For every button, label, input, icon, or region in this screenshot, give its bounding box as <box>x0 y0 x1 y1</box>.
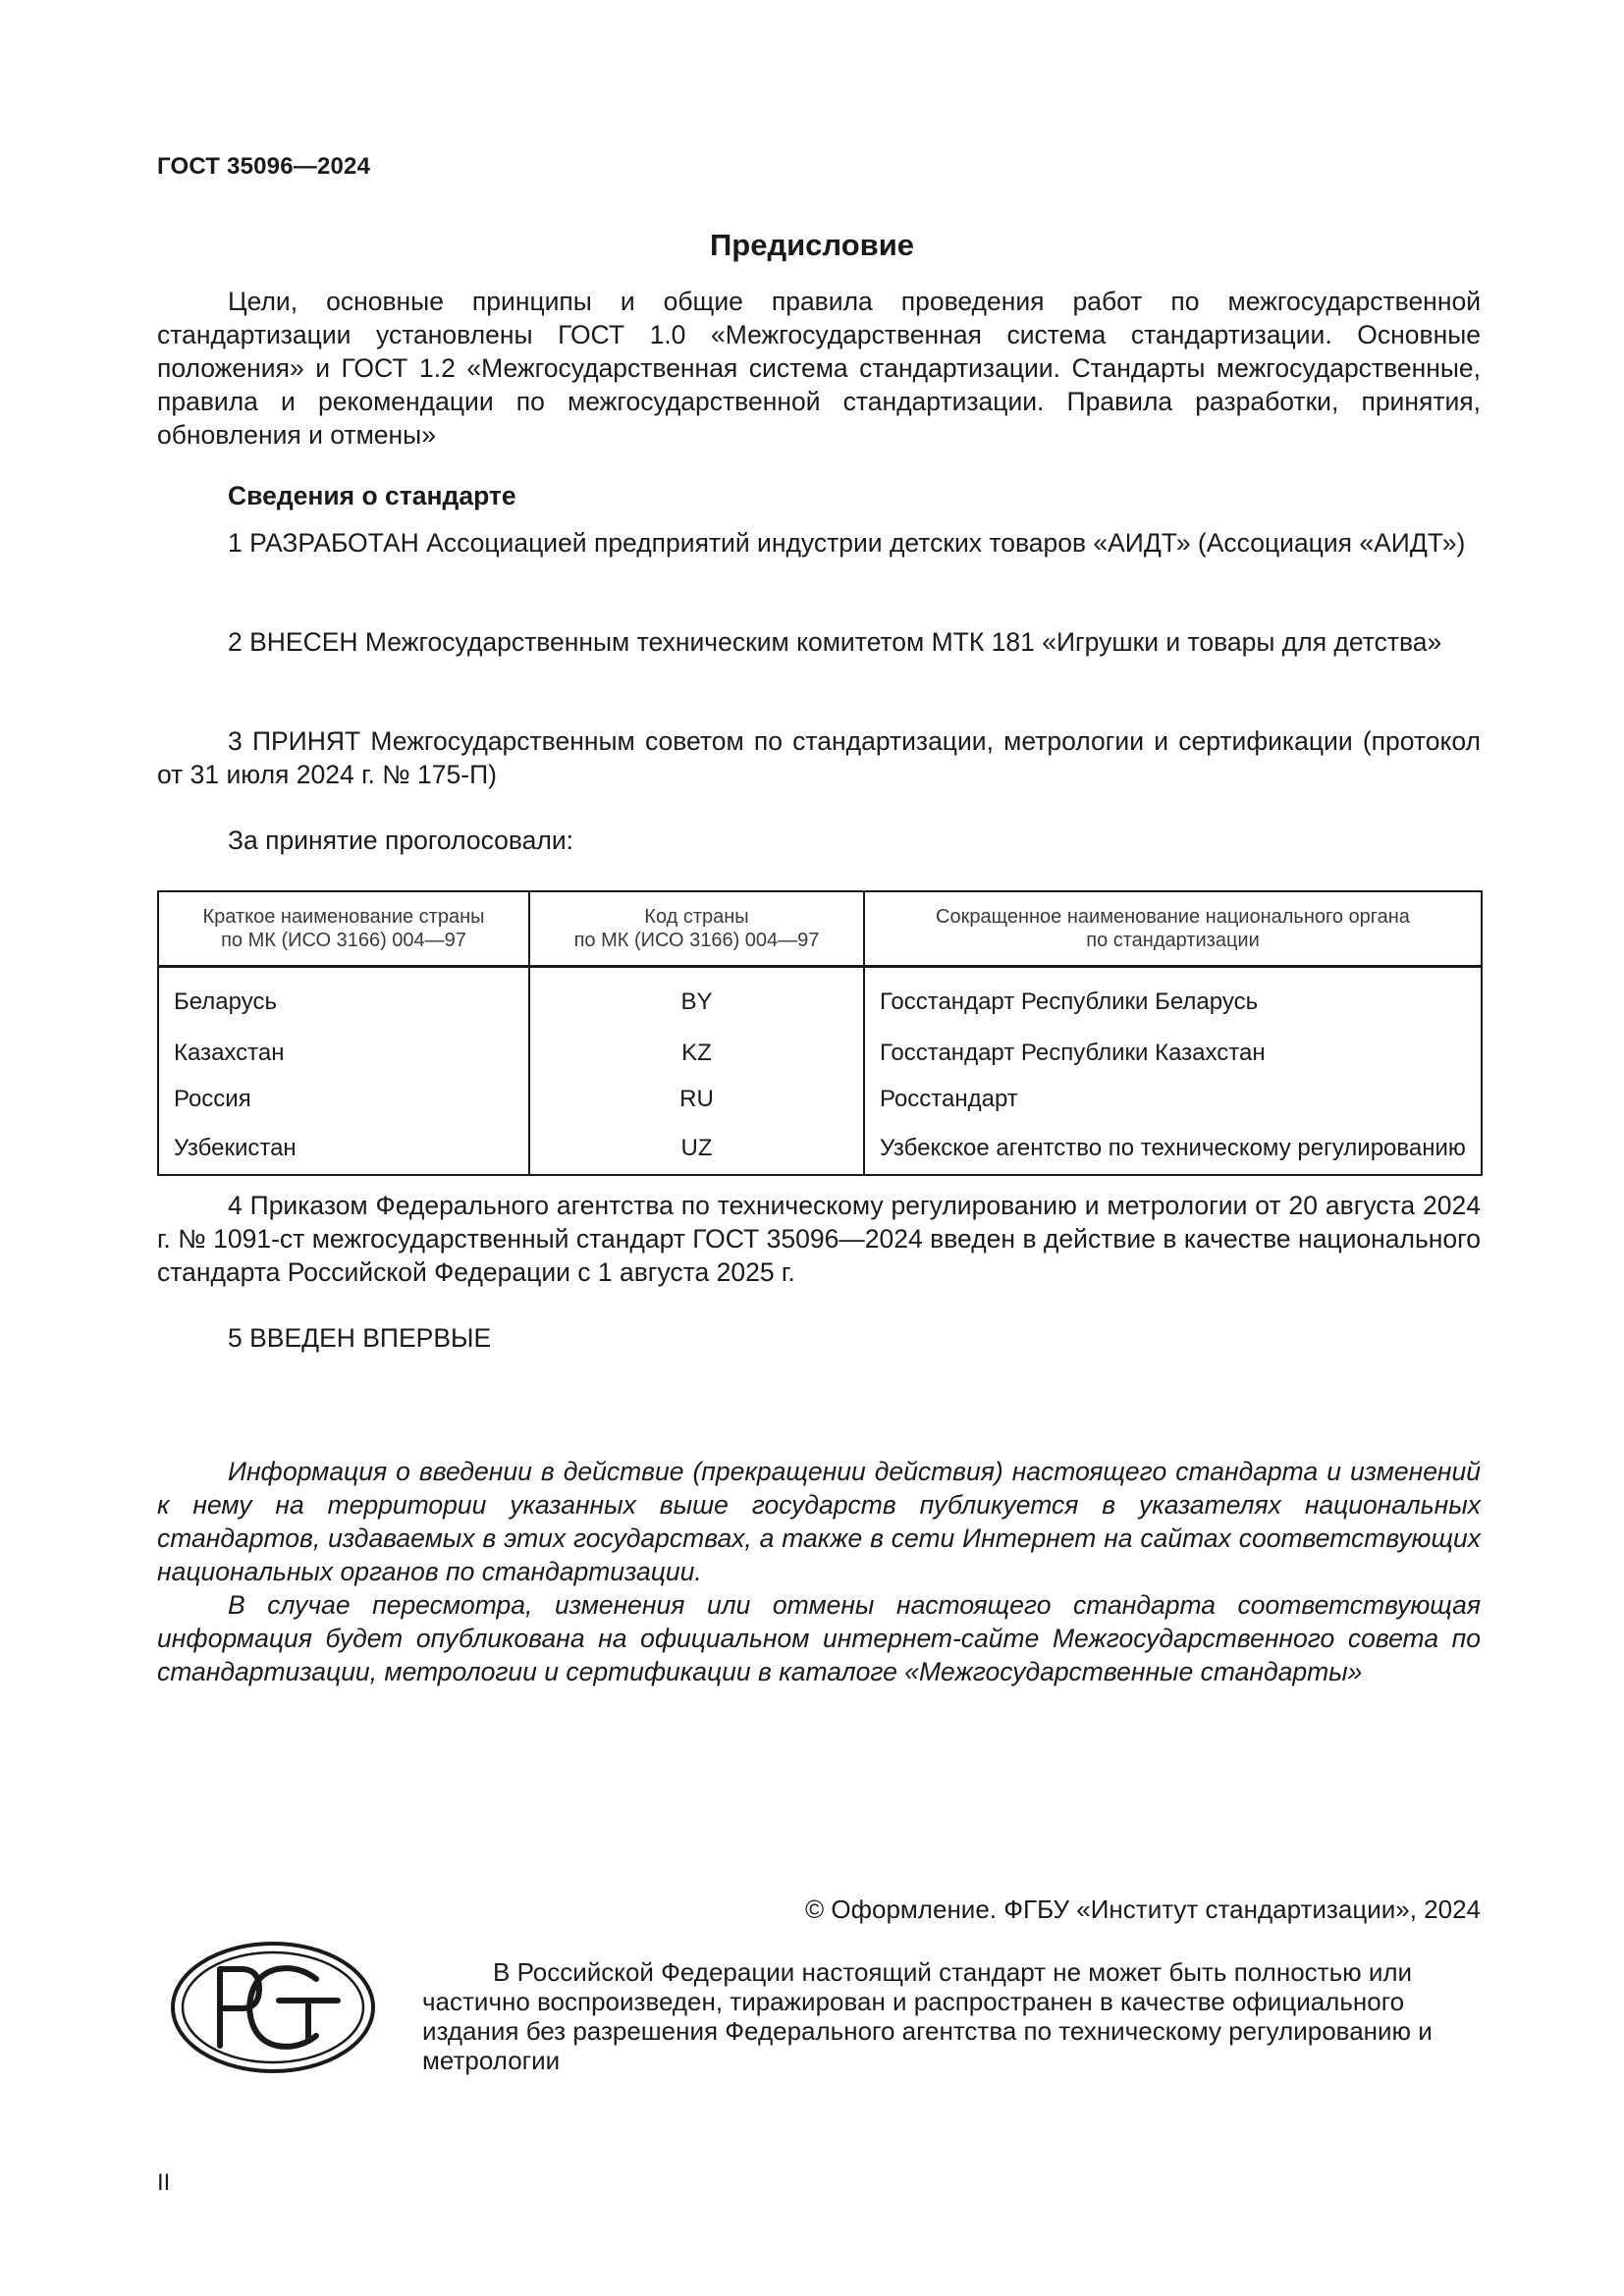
national-body: Госстандарт Республики Казахстан <box>864 1030 1482 1076</box>
header-national-body-line2: по стандартизации <box>1086 930 1260 951</box>
national-body: Узбекское агентство по техническому регулированию <box>864 1122 1482 1175</box>
national-body: Госстандарт Республики Беларусь <box>864 967 1482 1031</box>
info-note-revision: В случае пересмотра, изменения или отмены настоящего стандарта соответствующая информация будет опубликована на официальном интернет-сайте Межгосударственного совета по стандартизации, метрологии и сертификации в каталоге «Межгосударственные стандарты» <box>157 1590 1481 1686</box>
country-name: Узбекистан <box>158 1122 529 1175</box>
item-adopted: 3 ПРИНЯТ Межгосударственным советом по стандартизации, метрологии и сертификации (протокол от 31 июля 2024 г. № 175-П) <box>157 726 1481 789</box>
page-title: Предисловие <box>709 228 914 262</box>
country-code: BY <box>529 967 864 1031</box>
item-enacted: 4 Приказом Федерального агентства по техническому регулированию и метрологии от 20 августа 2024 г. № 1091-ст межгосударственный стандарт ГОСТ 35096—2024 введен в действие в качестве национального стандарта Российской Федерации с 1 августа 2025 г. <box>157 1191 1481 1287</box>
table-row <box>158 1030 1482 1076</box>
voting-countries-table <box>157 890 1483 1176</box>
country-name: Казахстан <box>158 1030 529 1076</box>
page-number: II <box>157 2169 171 2196</box>
reproduction-rights-notice: В Российской Федерации настоящий стандарт не может быть полностью или частично воспроизведен, тиражирован и распространен в качестве официального издания без разрешения Федерального агентства по техническому регулированию и метрологии <box>422 1957 1433 2075</box>
info-note-introduction: Информация о введении в действие (прекращении действия) настоящего стандарта и изменений к нему на территории указанных выше государств публикуется в указателях национальных стандартов, издаваемых в этих государствах, а также в сети Интернет на сайтах соответствующих национальных органов по стандартизации. <box>157 1457 1481 1586</box>
header-country-code-line1: Код страны <box>644 906 749 928</box>
table-row <box>158 967 1482 1031</box>
copyright-notice: © Оформление. ФГБУ «Институт стандартизации», 2024 <box>805 1895 1481 1924</box>
section-heading: Сведения о стандарте <box>228 481 516 510</box>
document-code: ГОСТ 35096—2024 <box>157 153 371 180</box>
item-submitted: 2 ВНЕСЕН Межгосударственным техническим комитетом МТК 181 «Игрушки и товары для детства» <box>228 627 1442 657</box>
header-national-body <box>864 891 1482 967</box>
item-developed: 1 РАЗРАБОТАН Ассоциацией предприятий индустрии детских товаров «АИДТ» (Ассоциация «АИДТ») <box>228 528 1466 558</box>
header-country-code <box>529 891 864 967</box>
country-code: UZ <box>529 1122 864 1175</box>
national-body: Росстандарт <box>864 1076 1482 1122</box>
item-first-introduced: 5 ВВЕДЕН ВПЕРВЫЕ <box>228 1323 492 1353</box>
table-header-row <box>158 891 1482 967</box>
country-code: KZ <box>529 1030 864 1076</box>
rst-logo-icon <box>169 1940 377 2075</box>
header-country-name-line2: по МК (ИСО 3166) 004—97 <box>221 930 466 951</box>
header-country-name-line1: Краткое наименование страны <box>202 906 485 928</box>
voted-label: За принятие проголосовали: <box>228 826 574 855</box>
table-row <box>158 1122 1482 1175</box>
intro-paragraph: Цели, основные принципы и общие правила проведения работ по межгосударственной стандартизации установлены ГОСТ 1.0 «Межгосударственная система стандартизации. Основные положения» и ГОСТ 1.2 «Межгосударственная система стандартизации. Стандарты межгосударственные, правила и рекомендации по межгосударственной стандартизации. Правила разработки, принятия, обновления и отмены» <box>157 287 1481 450</box>
table-row <box>158 1076 1482 1122</box>
header-country-code-line2: по МК (ИСО 3166) 004—97 <box>573 930 820 951</box>
country-name: Беларусь <box>158 967 529 1031</box>
country-name: Россия <box>158 1076 529 1122</box>
header-country-name <box>158 891 529 967</box>
header-national-body-line1: Сокращенное наименование национального органа <box>936 906 1410 928</box>
country-code: RU <box>529 1076 864 1122</box>
